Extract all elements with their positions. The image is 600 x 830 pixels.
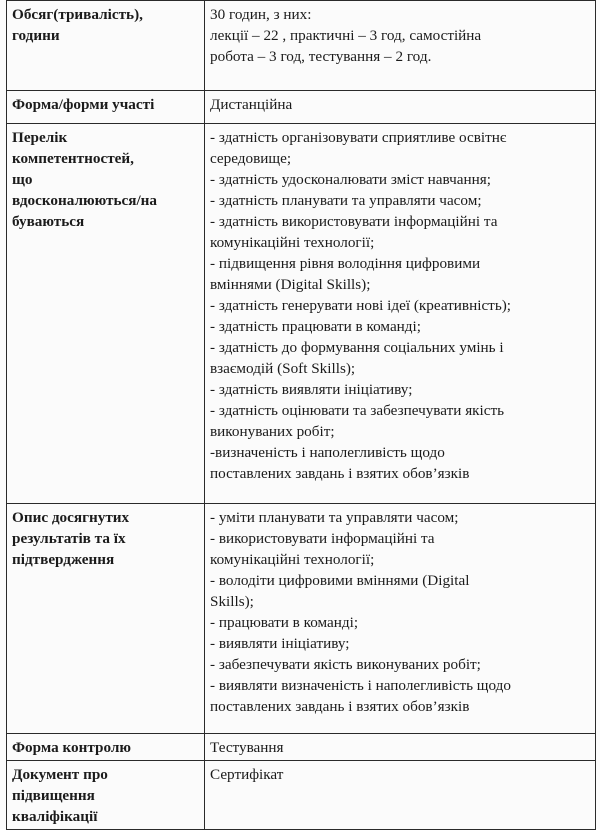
value-control-form: Тестування — [205, 734, 596, 761]
row-duration — [7, 1, 596, 91]
value-duration: 30 годин, з них: лекції – 22 , практичні – 3 год, самостійна робота – 3 год, тестування – 2 год. — [205, 1, 596, 91]
label-competencies: Перелік компетентностей, що вдосконалюються/на буваються — [7, 124, 205, 504]
row-results — [7, 504, 596, 734]
label-control-form: Форма контролю — [7, 734, 205, 761]
label-participation-form: Форма/форми участі — [7, 91, 205, 124]
value-competencies: - здатність організовувати сприятливе освітнє середовище; - здатність удосконалювати зміст навчання; - здатність планувати та управляти часом; - здатність використовувати інформаційні та комунікаційні технології; - підвищення рівня володіння цифровими вміннями (Digital Skills); - здатність генерувати нові ідеї (креативність); - здатність працювати в команді; - здатність до формування соціальних умінь і взаємодій (Soft Skills); - здатність виявляти ініціативу; - здатність оцінювати та забезпечувати якість виконуваних робіт; -визначеність і наполегливість щодо поставлених завдань і взятих обов’язків — [205, 124, 596, 504]
value-participation-form: Дистанційна — [205, 91, 596, 124]
course-info-table — [6, 0, 596, 830]
row-competencies — [7, 124, 596, 504]
row-participation-form — [7, 91, 596, 124]
value-results: - уміти планувати та управляти часом; - використовувати інформаційні та комунікаційні технології; - володіти цифровими вміннями (Digital Skills); - працювати в команді; - виявляти ініціативу; - забезпечувати якість виконуваних робіт; - виявляти визначеність і наполегливість щодо поставлених завдань і взятих обов’язків — [205, 504, 596, 734]
value-certificate: Сертифікат — [205, 761, 596, 830]
label-results: Опис досягнутих результатів та їх підтвердження — [7, 504, 205, 734]
row-certificate — [7, 761, 596, 830]
label-certificate: Документ про підвищення кваліфікації — [7, 761, 205, 830]
label-duration: Обсяг(тривалість), години — [7, 1, 205, 91]
row-control-form — [7, 734, 596, 761]
